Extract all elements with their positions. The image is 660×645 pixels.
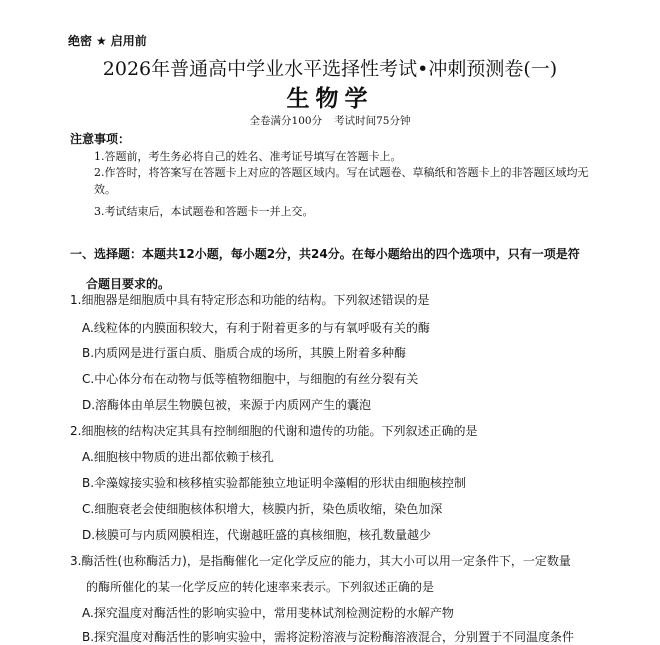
question-option: B.伞藻嫁接实验和核移植实验都能独立地证明伞藻帽的形状由细胞核控制 [82,476,467,490]
subject-title: 生物学 [286,86,374,112]
note-item: 2.作答时，将答案写在答题卡上对应的答题区域内。写在试题卷、草稿纸和答题卡上的非答题区域均无效。 [94,166,589,196]
exam-meta [0,113,660,128]
exam-title: 2026年普通高中学业水平选择性考试•冲刺预测卷(一) [102,58,558,80]
question-option: C.细胞衰老会使细胞核体积增大，核膜内折，染色质收缩，染色加深 [82,502,443,516]
star-icon: ★ [96,34,107,48]
question-option: B.探究温度对酶活性的影响实验中，需将淀粉溶液与淀粉酶溶液混合，分别置于不同温度条件 [82,630,575,644]
question-option: A.细胞核中物质的进出都依赖于核孔 [82,450,274,464]
section-heading-line2: 合题目要求的。 [86,277,171,291]
question-stem-line1: 3.酶活性(也称酶活力)，是指酶催化一定化学反应的能力，其大小可以用一定条件下，一定数量 [70,554,571,568]
question-option: B.内质网是进行蛋白质、脂质合成的场所，其膜上附着多种酶 [82,346,407,360]
notes-heading: 注意事项： [70,132,131,146]
secret-label: 绝密 [68,34,93,48]
note-item: 1.答题前，考生务必将自己的姓名、准考证号填写在答题卡上。 [94,150,402,163]
question-stem-line2: 的酶所催化的某一化学反应的转化速率来表示。下列叙述正确的是 [86,580,435,594]
question-option: D.溶酶体由单层生物膜包被，来源于内质网产生的囊泡 [82,398,372,412]
note-item: 3.考试结束后，本试题卷和答题卡一并上交。 [94,205,314,218]
section-heading [70,239,610,299]
question-stem: 2.细胞核的结构决定其具有控制细胞的代谢和遗传的功能。下列叙述正确的是 [70,424,478,438]
question-option: D.核膜可与内质网膜相连，代谢越旺盛的真核细胞，核孔数量越少 [82,528,432,542]
confidential-mark [68,32,147,49]
question-stem: 1.细胞器是细胞质中具有特定形态和功能的结构。下列叙述错误的是 [70,293,430,307]
secret-suffix: 启用前 [110,34,147,48]
section-heading-line1: 一、选择题：本题共12小题，每小题2分，共24分。在每小题给出的四个选项中，只有一项是符 [70,247,580,261]
question-option: A.探究温度对酶活性的影响实验中，常用斐林试剂检测淀粉的水解产物 [82,606,454,620]
total-score: 全卷满分100分 [249,115,323,127]
time-limit: 考试时间75分钟 [334,115,411,127]
question-option: C.中心体分布在动物与低等植物细胞中，与细胞的有丝分裂有关 [82,372,419,386]
question-option: A.线粒体的内膜面积较大，有利于附着更多的与有氧呼吸有关的酶 [82,321,430,335]
